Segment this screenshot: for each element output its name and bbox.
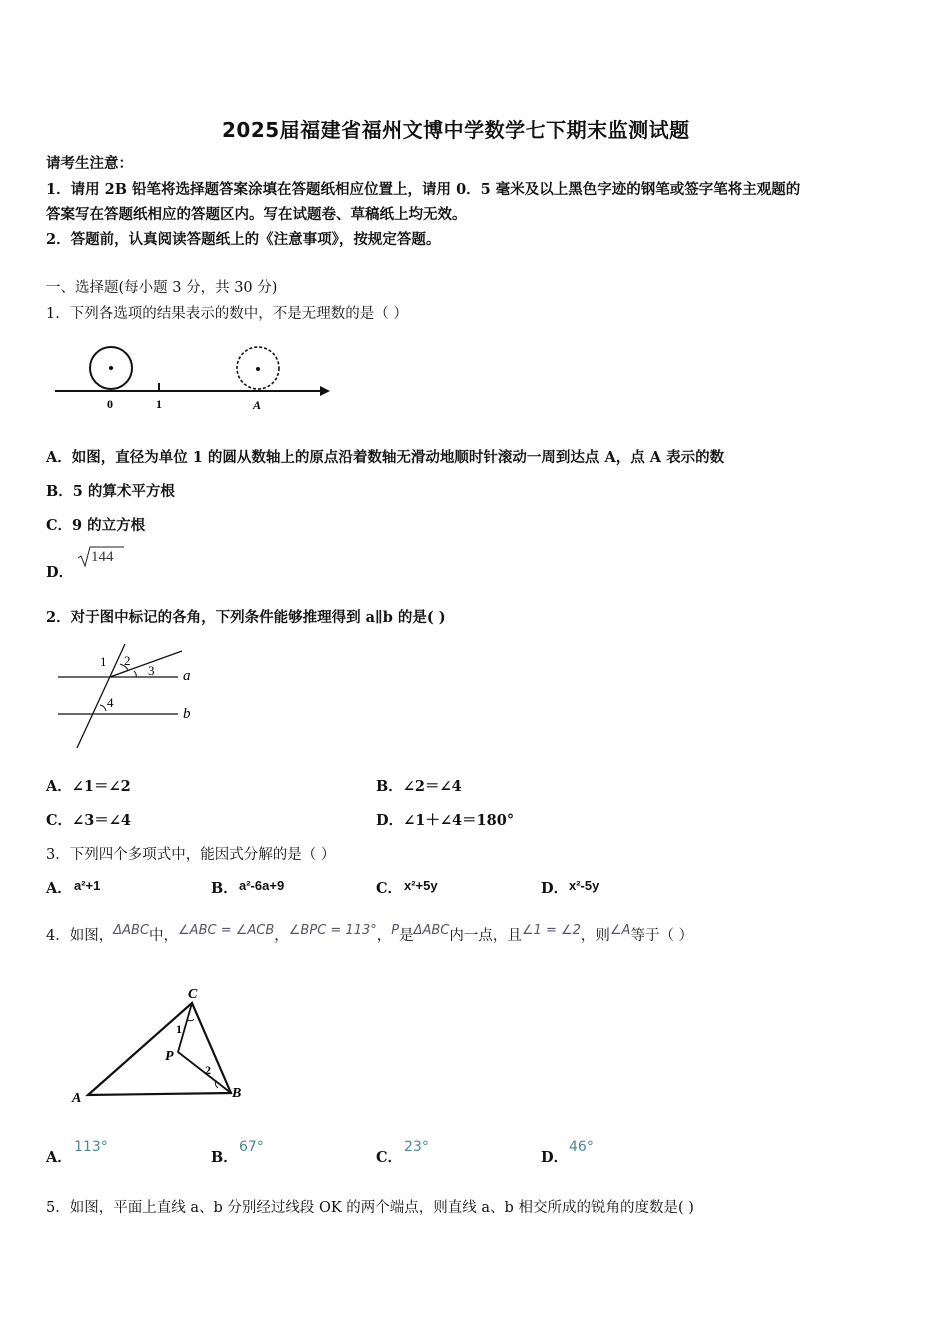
q3-option-c-label: C． — [376, 880, 403, 897]
point-label-p: P — [165, 1049, 174, 1064]
q3-option-b-label: B． — [211, 880, 238, 897]
q4-math: ∠BPC = 113° — [288, 923, 377, 938]
q4-option-d: 46° — [569, 1139, 594, 1155]
label-zero: 0 — [107, 397, 113, 411]
q1-option-b: B．5 的算术平方根 — [46, 483, 175, 500]
q4-stem-part: ， — [274, 928, 289, 944]
q4-math: ∠1 = ∠2 — [521, 923, 581, 938]
q4-stem-part: 中， — [149, 928, 179, 944]
q1-option-d-label: D． — [46, 564, 74, 581]
q4-math: ∠ABC = ∠ACB — [178, 923, 275, 938]
q2-option-d: D．∠1＋∠4＝180° — [376, 812, 515, 829]
q4-math: P — [391, 923, 400, 938]
q4-triangle-figure — [66, 980, 256, 1110]
q3-option-d: x²-5y — [569, 878, 600, 893]
q4-option-a-label: A． — [46, 1149, 72, 1166]
angle-3-arc — [134, 671, 136, 677]
q4-math: ΔABC — [413, 923, 450, 938]
q3-option-c: x²+5y — [404, 878, 438, 893]
q4-option-a: 113° — [74, 1139, 108, 1155]
q1-option-a: A．如图，直径为单位 1 的圆从数轴上的原点沿着数轴无滑动地顺时针滚动一周到达点 A，点 A 表示的数 — [46, 449, 725, 466]
angle-4-arc — [100, 705, 106, 711]
triangle-abc — [88, 1003, 231, 1095]
q2-parallel-lines-figure — [50, 640, 210, 755]
q4-math: ΔABC — [113, 923, 150, 938]
q4-option-c-label: C． — [376, 1149, 403, 1166]
q3-option-a: a²+1 — [74, 878, 101, 893]
q3-option-a-label: A． — [46, 880, 72, 897]
angle-label-4: 4 — [107, 695, 114, 710]
page-title: 2025届福建省福州文博中学数学七下期末监测试题 — [222, 118, 690, 142]
q3-stem: 3．下列四个多项式中，能因式分解的是（ ） — [46, 847, 336, 863]
section-heading: 一、选择题(每小题 3 分，共 30 分) — [46, 280, 278, 296]
q2-option-c: C．∠3＝∠4 — [46, 812, 132, 829]
notice-line-2: 答案写在答题纸相应的答题区内。写在试题卷、草稿纸上均无效。 — [46, 206, 467, 223]
label-point-a: A — [253, 398, 262, 412]
q4-option-d-label: D． — [541, 1149, 569, 1166]
q3-option-d-label: D． — [541, 880, 569, 897]
notice-line-3: 2．答题前，认真阅读答题纸上的《注意事项》，按规定答题。 — [46, 231, 441, 248]
vertex-label-b: B — [232, 1086, 242, 1101]
q2-stem: 2．对于图中标记的各角，下列条件能够推理得到 a∥b 的是( ) — [46, 609, 446, 626]
q4-stem-part: ， — [376, 928, 392, 944]
angle-label-3: 3 — [148, 663, 155, 678]
segments-pc-pb — [178, 1003, 231, 1093]
vertex-label-c: C — [188, 987, 198, 1002]
q4-stem-part: 4．如图， — [46, 928, 114, 944]
label-one: 1 — [156, 397, 162, 411]
circle-center-dot-end — [256, 367, 260, 371]
angle-label-2: 2 — [124, 653, 131, 668]
q1-option-c: C．9 的立方根 — [46, 517, 146, 534]
line-label-a: a — [183, 668, 191, 684]
q4-stem-part: 等于（ ） — [630, 928, 694, 944]
q4-option-b: 67° — [239, 1139, 264, 1155]
q5-stem: 5．如图，平面上直线 a、b 分别经过线段 OK 的两个端点，则直线 a、b 相交所成的锐角的度数是( ) — [46, 1200, 694, 1216]
q4-stem-part: 是 — [399, 928, 414, 944]
q4-option-c: 23° — [404, 1139, 429, 1155]
line-label-b: b — [183, 706, 191, 722]
q3-option-b: a²-6a+9 — [239, 878, 285, 893]
q1-number-line-figure — [50, 338, 340, 418]
q4-stem — [46, 924, 693, 945]
vertex-label-a: A — [72, 1091, 82, 1106]
angle-label-2: 2 — [205, 1063, 211, 1077]
q2-option-a: A．∠1＝∠2 — [46, 778, 131, 795]
notice-heading: 请考生注意： — [46, 155, 133, 172]
q4-option-b-label: B． — [211, 1149, 238, 1166]
angle-label-1: 1 — [176, 1022, 182, 1036]
q1-option-d-value: 144 — [91, 549, 114, 565]
q4-math: ∠A — [609, 923, 631, 938]
notice-line-1: 1．请用 2B 铅笔将选择题答案涂填在答题纸相应位置上，请用 0．5 毫米及以上黑色字迹的钢笔或签字笔将主观题的 — [46, 181, 801, 198]
circle-center-dot — [109, 366, 113, 370]
q4-stem-part: ，则 — [580, 928, 610, 944]
q1-stem: 1．下列各选项的结果表示的数中，不是无理数的是（ ） — [46, 306, 408, 322]
axis-arrow-icon — [320, 386, 330, 396]
q4-stem-part: 内一点，且 — [449, 928, 522, 944]
q2-option-b: B．∠2＝∠4 — [376, 778, 462, 795]
angle-label-1: 1 — [100, 654, 107, 669]
